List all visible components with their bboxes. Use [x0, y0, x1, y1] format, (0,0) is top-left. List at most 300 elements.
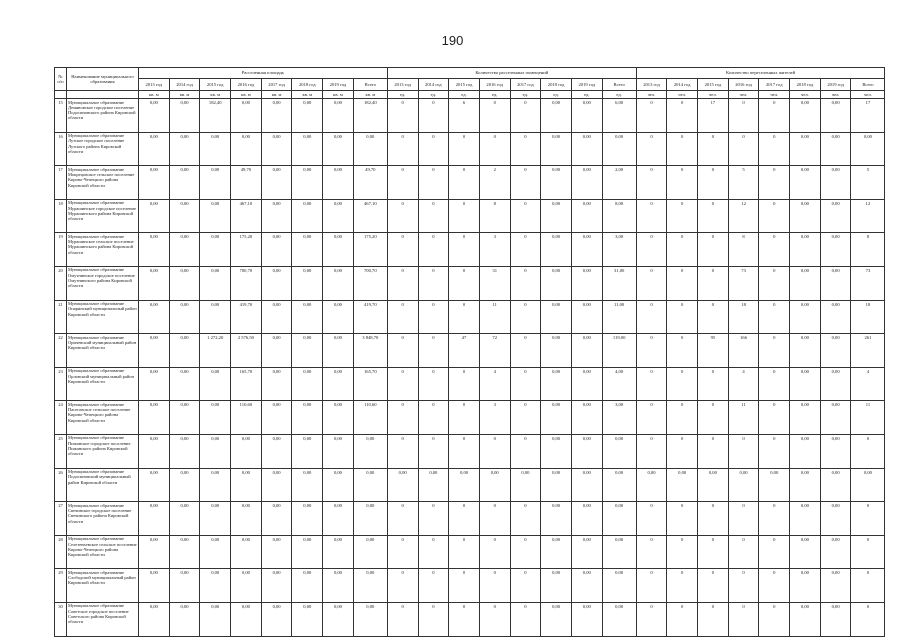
cell-area-7: 0,00	[353, 132, 387, 166]
cell-rooms-7: 3,00	[602, 233, 636, 267]
cell-people-7: 0	[851, 602, 885, 636]
cell-people-6: 0,00	[820, 132, 851, 166]
cell-rooms-7: 0,00	[602, 468, 636, 502]
cell-area-1: 0,00	[169, 99, 200, 133]
cell-rooms-6: 0,00	[571, 569, 602, 603]
header-unit-people-2: чел.	[698, 91, 729, 99]
cell-people-3: 18	[728, 300, 759, 334]
cell-rooms-4: 0	[510, 569, 541, 603]
cell-area-2: 0,00	[200, 434, 231, 468]
cell-area-5: 0,00	[292, 502, 323, 536]
cell-people-5: 0,00	[790, 132, 821, 166]
cell-people-4: 0	[759, 502, 790, 536]
resettlement-table	[54, 67, 885, 637]
cell-rooms-0: 0	[387, 300, 418, 334]
cell-rooms-1: 0	[418, 367, 449, 401]
cell-people-3: 0	[728, 502, 759, 536]
cell-people-0: 0	[636, 166, 667, 200]
cell-people-2: 0	[698, 535, 729, 569]
cell-area-7: 110,60	[353, 401, 387, 435]
cell-area-4: 0,00	[261, 468, 292, 502]
cell-rooms-7: 0,00	[602, 535, 636, 569]
cell-rooms-7: 11,00	[602, 300, 636, 334]
cell-people-4: 0	[759, 99, 790, 133]
cell-people-1: 0	[667, 266, 698, 300]
cell-rooms-4: 0	[510, 233, 541, 267]
cell-rooms-4: 0	[510, 300, 541, 334]
cell-people-7: 0	[851, 569, 885, 603]
header-year-area-5: 2018 год	[292, 79, 323, 91]
cell-rooms-0: 0	[387, 233, 418, 267]
cell-rooms-4: 0	[510, 166, 541, 200]
cell-area-3: 0,00	[231, 99, 262, 133]
cell-people-1: 0	[667, 166, 698, 200]
cell-rooms-6: 0,00	[571, 367, 602, 401]
cell-rooms-6: 0,00	[571, 99, 602, 133]
cell-area-1: 0,00	[169, 300, 200, 334]
cell-rooms-7: 0,00	[602, 569, 636, 603]
cell-area-7: 182,40	[353, 99, 387, 133]
cell-rooms-1: 0	[418, 199, 449, 233]
cell-people-0: 0	[636, 602, 667, 636]
header-year-rooms-4: 2017 год	[510, 79, 541, 91]
cell-area-4: 0,00	[261, 602, 292, 636]
cell-area-0: 0,00	[139, 99, 170, 133]
cell-area-0: 0,00	[139, 569, 170, 603]
row-number: 25	[55, 434, 67, 468]
cell-area-3: 467,10	[231, 199, 262, 233]
header-year-rooms-3: 2016 год	[479, 79, 510, 91]
municipality-name: Муниципальное образование Мурашинское городское поселение Мурашинского района Кировской области	[67, 199, 139, 233]
cell-people-7: 4	[851, 367, 885, 401]
municipality-name: Муниципальное образование Омутнинское городское поселение Омутнинского района Кировской области	[67, 266, 139, 300]
cell-rooms-0: 0	[387, 401, 418, 435]
cell-rooms-2: 0	[449, 367, 480, 401]
cell-people-0: 0	[636, 367, 667, 401]
cell-area-7: 0,00	[353, 468, 387, 502]
cell-people-1: 0	[667, 535, 698, 569]
cell-people-0: 0	[636, 334, 667, 368]
cell-rooms-3: 8	[479, 199, 510, 233]
cell-area-1: 0,00	[169, 502, 200, 536]
cell-area-0: 0,00	[139, 266, 170, 300]
cell-rooms-1: 0	[418, 132, 449, 166]
table-row	[55, 99, 885, 133]
municipality-name: Муниципальное образование Демяновское городское поселение Подосиновского района Кировской области	[67, 99, 139, 133]
cell-area-5: 0,00	[292, 233, 323, 267]
cell-area-6: 0,00	[323, 569, 354, 603]
cell-area-0: 0,00	[139, 401, 170, 435]
cell-rooms-2: 47	[449, 334, 480, 368]
cell-rooms-2: 0	[449, 569, 480, 603]
row-number: 28	[55, 535, 67, 569]
cell-area-3: 0,00	[231, 602, 262, 636]
cell-people-2: 0	[698, 602, 729, 636]
cell-area-6: 0,00	[323, 132, 354, 166]
cell-area-6: 0,00	[323, 535, 354, 569]
cell-people-1: 0	[667, 99, 698, 133]
cell-people-5: 0,00	[790, 266, 821, 300]
cell-people-2: 0	[698, 266, 729, 300]
cell-people-5: 0,00	[790, 300, 821, 334]
cell-people-5: 0,00	[790, 166, 821, 200]
cell-rooms-3: 4	[479, 367, 510, 401]
cell-area-4: 0,00	[261, 434, 292, 468]
cell-people-1: 0	[667, 502, 698, 536]
header-unit-area-6: кв. м	[323, 91, 354, 99]
cell-rooms-7: 119,00	[602, 334, 636, 368]
cell-area-6: 0,00	[323, 468, 354, 502]
cell-people-0: 0	[636, 132, 667, 166]
cell-people-4: 0	[759, 569, 790, 603]
cell-area-3: 110,60	[231, 401, 262, 435]
cell-people-3: 0	[728, 99, 759, 133]
cell-people-0: 0	[636, 401, 667, 435]
header-unit-rooms-4: ед.	[510, 91, 541, 99]
cell-rooms-5: 0,00	[541, 199, 572, 233]
cell-area-2: 0,00	[200, 569, 231, 603]
cell-rooms-1: 0	[418, 434, 449, 468]
cell-people-4: 0,00	[759, 468, 790, 502]
cell-rooms-5: 0,00	[541, 300, 572, 334]
cell-rooms-0: 0	[387, 199, 418, 233]
cell-rooms-2: 0	[449, 602, 480, 636]
cell-people-6: 0,00	[820, 502, 851, 536]
header-unit-area-3: кв. м	[231, 91, 262, 99]
resettlement-table-container	[54, 67, 877, 637]
cell-rooms-0: 0	[387, 535, 418, 569]
cell-people-7: 5	[851, 166, 885, 200]
cell-people-4: 0	[759, 434, 790, 468]
cell-area-4: 0,00	[261, 300, 292, 334]
cell-area-1: 0,00	[169, 535, 200, 569]
header-unit-rooms-3: ед.	[479, 91, 510, 99]
header-unit-area-4: кв. м	[261, 91, 292, 99]
cell-area-5: 0,00	[292, 166, 323, 200]
row-number: 16	[55, 132, 67, 166]
cell-area-6: 0,00	[323, 300, 354, 334]
header-unit-rooms-2: ед.	[449, 91, 480, 99]
cell-area-0: 0,00	[139, 300, 170, 334]
cell-people-2: 0	[698, 233, 729, 267]
cell-people-6: 0,00	[820, 401, 851, 435]
municipality-name: Муниципальное образование Оричевский муниципальный район Кировской области	[67, 334, 139, 368]
cell-rooms-2: 0	[449, 233, 480, 267]
table-row	[55, 199, 885, 233]
header-year-people-2: 2015 год	[698, 79, 729, 91]
row-number: 26	[55, 468, 67, 502]
cell-rooms-0: 0	[387, 334, 418, 368]
cell-rooms-3: 3	[479, 401, 510, 435]
cell-area-2: 0,00	[200, 535, 231, 569]
header-unit-people-7: чел.	[851, 91, 885, 99]
cell-people-4: 0	[759, 166, 790, 200]
header-group-area: Расселенная площадь	[139, 68, 388, 79]
cell-area-4: 0,00	[261, 401, 292, 435]
cell-rooms-0: 0	[387, 99, 418, 133]
cell-area-4: 0,00	[261, 569, 292, 603]
cell-area-2: 0,00	[200, 233, 231, 267]
cell-rooms-1: 0	[418, 300, 449, 334]
row-number: 19	[55, 233, 67, 267]
cell-people-3: 8	[728, 233, 759, 267]
header-unit-rooms-5: ед.	[541, 91, 572, 99]
cell-people-1: 0	[667, 434, 698, 468]
cell-area-4: 0,00	[261, 99, 292, 133]
cell-people-5: 0,00	[790, 233, 821, 267]
cell-area-3: 165,70	[231, 367, 262, 401]
cell-people-4: 0	[759, 367, 790, 401]
row-number: 18	[55, 199, 67, 233]
header-year-people-7: Всего	[851, 79, 885, 91]
cell-rooms-4: 0	[510, 502, 541, 536]
cell-area-7: 0,00	[353, 502, 387, 536]
cell-rooms-2: 0	[449, 300, 480, 334]
cell-people-3: 0	[728, 434, 759, 468]
cell-area-4: 0,00	[261, 166, 292, 200]
header-year-rooms-2: 2015 год	[449, 79, 480, 91]
table-row	[55, 434, 885, 468]
row-number: 15	[55, 99, 67, 133]
cell-area-1: 0,00	[169, 199, 200, 233]
header-unit-area-1: кв. м	[169, 91, 200, 99]
header-unit-people-4: чел.	[759, 91, 790, 99]
cell-area-4: 0,00	[261, 199, 292, 233]
cell-people-1: 0	[667, 132, 698, 166]
cell-rooms-5: 0,00	[541, 166, 572, 200]
header-unit-rooms-6: ед.	[571, 91, 602, 99]
cell-people-6: 0,00	[820, 99, 851, 133]
cell-rooms-7: 6,00	[602, 99, 636, 133]
cell-people-3: 166	[728, 334, 759, 368]
cell-rooms-1: 0	[418, 166, 449, 200]
cell-people-7: 0	[851, 502, 885, 536]
municipality-name: Муниципальное образование Лузское городское поселение Лузского района Кировской области	[67, 132, 139, 166]
cell-rooms-4: 0	[510, 334, 541, 368]
cell-area-0: 0,00	[139, 233, 170, 267]
cell-area-3: 0,00	[231, 569, 262, 603]
cell-people-2: 0	[698, 569, 729, 603]
row-number: 20	[55, 266, 67, 300]
cell-area-1: 0,00	[169, 166, 200, 200]
table-row	[55, 166, 885, 200]
cell-rooms-4: 0	[510, 401, 541, 435]
cell-people-6: 0,00	[820, 468, 851, 502]
cell-rooms-5: 0,00	[541, 502, 572, 536]
cell-people-6: 0,00	[820, 199, 851, 233]
cell-area-2: 0,00	[200, 199, 231, 233]
cell-rooms-6: 0,00	[571, 132, 602, 166]
municipality-name: Муниципальное образование Мурашинское сельское поселение Мурашинского района Кировской области	[67, 233, 139, 267]
cell-rooms-7: 4,00	[602, 367, 636, 401]
municipality-name: Муниципальное образование Пижанское городское поселение Пижанского района Кировской области	[67, 434, 139, 468]
header-year-rooms-0: 2013 год	[387, 79, 418, 91]
cell-rooms-0: 0	[387, 367, 418, 401]
cell-area-4: 0,00	[261, 233, 292, 267]
header-year-area-2: 2015 год	[200, 79, 231, 91]
cell-rooms-4: 0,00	[510, 468, 541, 502]
row-number: 21	[55, 300, 67, 334]
cell-rooms-3: 3	[479, 233, 510, 267]
cell-rooms-5: 0,00	[541, 367, 572, 401]
cell-rooms-2: 0	[449, 166, 480, 200]
cell-area-3: 175,20	[231, 233, 262, 267]
cell-rooms-4: 0	[510, 602, 541, 636]
cell-area-1: 0,00	[169, 434, 200, 468]
cell-people-3: 5	[728, 166, 759, 200]
cell-people-7: 0	[851, 434, 885, 468]
cell-rooms-6: 0,00	[571, 334, 602, 368]
row-number: 30	[55, 602, 67, 636]
cell-people-0: 0	[636, 300, 667, 334]
row-number: 27	[55, 502, 67, 536]
cell-area-0: 0,00	[139, 132, 170, 166]
cell-area-0: 0,00	[139, 334, 170, 368]
header-unit-area-2: кв. м	[200, 91, 231, 99]
cell-people-0: 0	[636, 502, 667, 536]
cell-people-2: 0	[698, 434, 729, 468]
cell-rooms-2: 0	[449, 199, 480, 233]
header-unit-area-7: кв. м	[353, 91, 387, 99]
cell-people-6: 0,00	[820, 602, 851, 636]
cell-people-1: 0	[667, 602, 698, 636]
cell-area-2: 0,00	[200, 502, 231, 536]
cell-area-1: 0,00	[169, 367, 200, 401]
cell-area-0: 0,00	[139, 468, 170, 502]
cell-rooms-3: 72	[479, 334, 510, 368]
cell-area-5: 0,00	[292, 602, 323, 636]
cell-rooms-3: 0	[479, 569, 510, 603]
cell-rooms-7: 0,00	[602, 132, 636, 166]
cell-area-0: 0,00	[139, 367, 170, 401]
cell-rooms-4: 0	[510, 266, 541, 300]
cell-area-7: 165,70	[353, 367, 387, 401]
cell-rooms-1: 0	[418, 401, 449, 435]
table-body	[55, 99, 885, 637]
cell-rooms-3: 0	[479, 99, 510, 133]
cell-area-1: 0,00	[169, 602, 200, 636]
cell-rooms-2: 0,00	[449, 468, 480, 502]
cell-people-4: 0	[759, 334, 790, 368]
cell-people-5: 0,00	[790, 602, 821, 636]
cell-area-6: 0,00	[323, 401, 354, 435]
cell-area-0: 0,00	[139, 602, 170, 636]
cell-rooms-7: 3,00	[602, 401, 636, 435]
cell-rooms-2: 0	[449, 132, 480, 166]
cell-rooms-0: 0	[387, 602, 418, 636]
cell-people-4: 0	[759, 535, 790, 569]
header-year-people-4: 2017 год	[759, 79, 790, 91]
cell-area-6: 0,00	[323, 502, 354, 536]
header-unit-people-3: чел.	[728, 91, 759, 99]
cell-rooms-6: 0,00	[571, 602, 602, 636]
header-year-rooms-7: Всего	[602, 79, 636, 91]
header-unit-rooms-1: ед.	[418, 91, 449, 99]
cell-area-5: 0,00	[292, 199, 323, 233]
row-number: 17	[55, 166, 67, 200]
header-group-people: Количество переселенных жителей	[636, 68, 885, 79]
cell-people-0: 0	[636, 199, 667, 233]
cell-rooms-2: 0	[449, 502, 480, 536]
cell-area-6: 0,00	[323, 602, 354, 636]
cell-people-0: 0	[636, 99, 667, 133]
cell-people-3: 12	[728, 199, 759, 233]
cell-rooms-3: 0	[479, 132, 510, 166]
table-row	[55, 602, 885, 636]
cell-rooms-5: 0,00	[541, 132, 572, 166]
cell-rooms-0: 0,00	[387, 468, 418, 502]
cell-people-2: 0	[698, 132, 729, 166]
header-name: Наименование муниципального образования	[67, 68, 139, 91]
cell-rooms-5: 0,00	[541, 266, 572, 300]
cell-rooms-3: 2	[479, 166, 510, 200]
cell-area-0: 0,00	[139, 502, 170, 536]
cell-area-1: 0,00	[169, 334, 200, 368]
cell-people-2: 0	[698, 199, 729, 233]
cell-area-2: 0,00	[200, 266, 231, 300]
cell-area-2: 0,00	[200, 401, 231, 435]
cell-area-7: 0,00	[353, 535, 387, 569]
cell-area-7: 0,00	[353, 434, 387, 468]
cell-rooms-2: 0	[449, 401, 480, 435]
cell-people-4: 0	[759, 199, 790, 233]
cell-rooms-0: 0	[387, 266, 418, 300]
header-year-area-3: 2016 год	[231, 79, 262, 91]
municipality-name: Муниципальное образование Советское городское поселение Советского района Кировской области	[67, 602, 139, 636]
cell-area-5: 0,00	[292, 535, 323, 569]
table-row	[55, 569, 885, 603]
row-number: 24	[55, 401, 67, 435]
cell-people-7: 0,00	[851, 132, 885, 166]
cell-area-5: 0,00	[292, 367, 323, 401]
cell-rooms-5: 0,00	[541, 334, 572, 368]
cell-people-7: 12	[851, 199, 885, 233]
cell-people-6: 0,00	[820, 166, 851, 200]
cell-people-1: 0	[667, 233, 698, 267]
cell-people-7: 8	[851, 233, 885, 267]
cell-area-7: 419,70	[353, 300, 387, 334]
cell-people-7: 18	[851, 300, 885, 334]
cell-area-2: 0,00	[200, 300, 231, 334]
cell-area-1: 0,00	[169, 569, 200, 603]
cell-people-4: 0	[759, 233, 790, 267]
cell-area-7: 175,20	[353, 233, 387, 267]
cell-rooms-3: 11	[479, 300, 510, 334]
cell-rooms-7: 0,00	[602, 502, 636, 536]
cell-area-5: 0,00	[292, 132, 323, 166]
header-year-people-6: 2019 год	[820, 79, 851, 91]
cell-people-2: 0,00	[698, 468, 729, 502]
cell-people-0: 0	[636, 535, 667, 569]
municipality-name: Муниципальное образование Свечинское городское поселение Свечинского района Кировской области	[67, 502, 139, 536]
cell-area-2: 0,00	[200, 468, 231, 502]
cell-rooms-3: 0	[479, 602, 510, 636]
table-row	[55, 334, 885, 368]
page-number: 190	[441, 33, 464, 48]
cell-area-7: 700,70	[353, 266, 387, 300]
cell-rooms-6: 0,00	[571, 233, 602, 267]
cell-area-4: 0,00	[261, 502, 292, 536]
cell-area-7: 467,10	[353, 199, 387, 233]
cell-rooms-4: 0	[510, 434, 541, 468]
header-number: № п/п	[55, 68, 67, 91]
cell-rooms-4: 0	[510, 535, 541, 569]
cell-people-0: 0	[636, 266, 667, 300]
cell-rooms-4: 0	[510, 367, 541, 401]
cell-area-1: 0,00	[169, 401, 200, 435]
cell-area-1: 0,00	[169, 266, 200, 300]
municipality-name: Муниципальное образование Орловский муниципальный район Кировской области	[67, 367, 139, 401]
